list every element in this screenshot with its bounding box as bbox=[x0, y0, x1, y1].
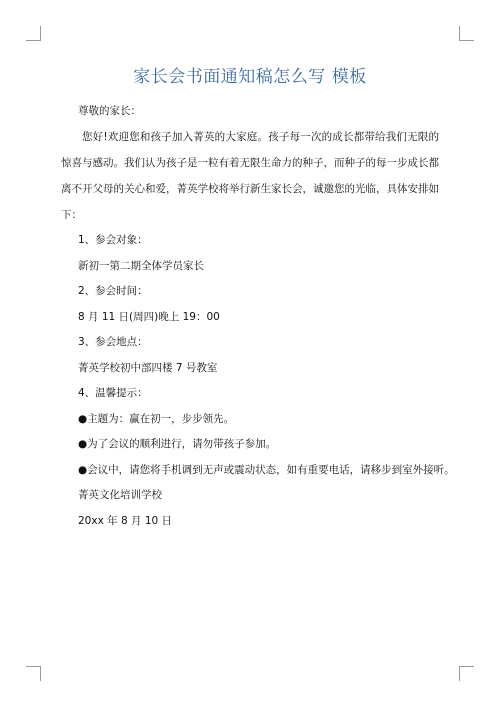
item-3-value: 菁英学校初中部四楼 7 号教室 bbox=[78, 361, 218, 374]
tip-item: ● 为了会议的顺利进行，请勿带孩子参加。 bbox=[61, 437, 439, 451]
item-1-heading: 1、参会对象： bbox=[78, 234, 148, 246]
intro-paragraph: 您好!欢迎您和孩子加入菁英的大家庭。孩子每一次的成长都带给我们无限的惊喜与感动。我们认为孩子是一粒有着无限生命力的种子，而种子的每一步成长都离不开父母的关心和爱，菁英学校将举行新生家长会，诚邀您的光临，具体安排如下： bbox=[61, 130, 439, 221]
document-body bbox=[61, 104, 455, 539]
item-4-heading: 4、温馨提示： bbox=[78, 387, 148, 399]
crop-mark-bottom-right bbox=[459, 666, 474, 667]
crop-mark-bottom-left bbox=[40, 666, 41, 681]
crop-mark-bottom-right bbox=[459, 666, 460, 681]
crop-mark-top-left bbox=[26, 40, 41, 41]
signature: 菁英文化培训学校 bbox=[78, 489, 162, 501]
document-title: 家长会书面通知稿怎么写 模板 bbox=[133, 67, 367, 87]
item-3-heading: 3、参会地点： bbox=[78, 336, 148, 348]
crop-mark-top-right bbox=[459, 26, 460, 41]
crop-mark-top-left bbox=[40, 26, 41, 41]
item-2-heading: 2、参会时间： bbox=[78, 285, 148, 297]
tip-item: ● 主题为：赢在初一，步步领先。 bbox=[61, 412, 439, 426]
item-2-value: 8 月 11 日(周四)晚上 19：00 bbox=[78, 310, 220, 323]
document-date: 20xx 年 8 月 10 日 bbox=[78, 514, 173, 527]
salutation: 尊敬的家长： bbox=[78, 105, 141, 117]
tip-item: ● 会议中，请您将手机调到无声或震动状态，如有重要电话，请移步到室外接听。 bbox=[61, 463, 439, 477]
crop-mark-top-right bbox=[459, 40, 474, 41]
item-1-value: 新初一第二期全体学员家长 bbox=[78, 259, 204, 272]
crop-mark-bottom-left bbox=[26, 666, 41, 667]
